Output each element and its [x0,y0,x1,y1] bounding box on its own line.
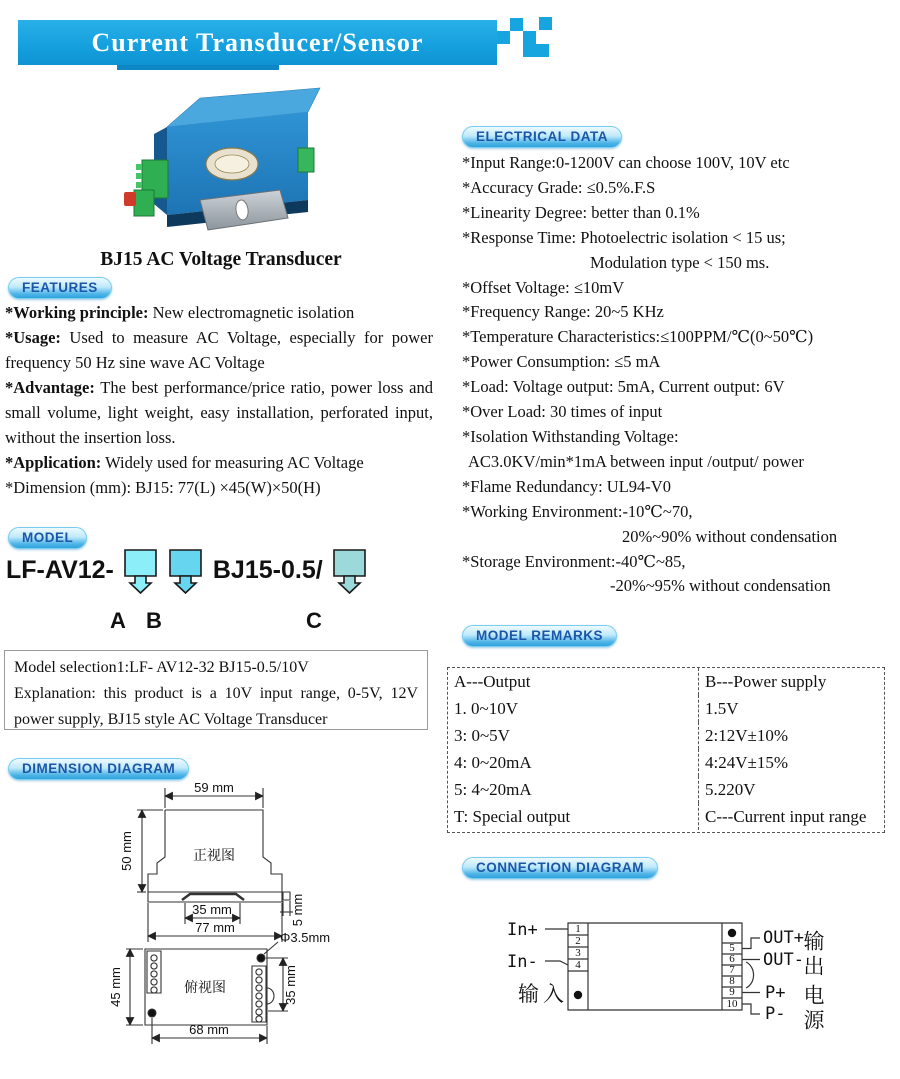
banner-title: Current Transducer/Sensor [91,27,424,57]
table-cell: 2:12V±10% [698,722,884,749]
pin-number: 10 [726,998,738,1010]
checker-square [539,17,552,30]
spec-line: *Over Load: 30 times of input [462,402,663,422]
dimension-diagram-badge: DIMENSION DIAGRAM [8,758,189,780]
spec-line: *Linearity Degree: better than 0.1% [462,202,700,222]
feature-item: *Dimension (mm): BJ15: 77(L) ×45(W)×50(H) [5,478,321,497]
option-box-c-icon [332,548,368,594]
checker-square [497,31,510,44]
pin-number: 7 [729,964,735,976]
table-cell: 1.5V [698,695,884,722]
model-selection-box [4,650,428,730]
table-cell: 3: 0~5V [454,726,510,745]
table-cell: B---Power supply [698,668,884,695]
table-cell: C---Current input range [698,803,884,830]
table-cell: 4:24V±15% [698,749,884,776]
checker-square [523,44,536,57]
in-minus-label: In- [507,952,538,972]
option-label-c: C [306,608,322,633]
pin-number: 6 [729,953,735,965]
transducer-box [124,88,320,230]
spec-line: *Offset Voltage: ≤10mV [462,277,625,297]
model-middle: BJ15-0.5/ [212,556,323,584]
in-plus-label: In+ [507,920,538,940]
spec-line: *Working Environment:-10℃~70, [462,501,693,521]
terminal-dot [728,929,736,937]
pin-number: 8 [729,975,735,987]
mounting-hole [257,954,265,962]
model-remarks-badge: MODEL REMARKS [462,625,617,647]
pin-number: 2 [575,935,581,947]
option-label-b: B [146,608,162,633]
front-view-drawing [137,788,293,942]
spec-line: *Storage Environment:-40℃~85, [462,551,686,571]
spec-line: 20%~90% without condensation [622,526,838,546]
option-box-b-icon [168,548,204,594]
features-list [5,300,433,500]
table-cell: 5.220V [698,776,884,803]
table-cell: 5: 4~20mA [454,780,532,799]
table-cell: T: Special output [454,807,571,826]
connection-diagram-badge: CONNECTION DIAGRAM [462,857,658,879]
spec-line: *Flame Redundancy: UL94-V0 [462,476,671,496]
product-photo [112,72,324,234]
red-terminal [124,192,136,206]
spec-line: *Temperature Characteristics:≤100PPM/℃(0~50℃) [462,327,814,347]
terminal-block-right [298,148,314,172]
model-selection-line: Model selection1:LF- AV12-32 BJ15-0.5/10V [14,659,309,676]
table-cell: 4: 0~20mA [454,753,532,772]
spec-line: *Response Time: Photoelectric isolation < 15 us; [462,227,786,247]
checker-square [523,31,536,44]
page-banner [18,20,497,65]
pin-number: 5 [729,942,735,954]
page-title: BJ15 AC Voltage Transducer [100,249,342,270]
model-remarks-table [447,667,885,833]
mounting-hole [148,1009,156,1017]
dim-50mm: 50 mm [119,831,134,871]
model-code-row [6,548,368,594]
dim-5mm: 5 mm [290,893,305,927]
dim-45mm: 45 mm [108,967,123,1007]
spec-line: *Accuracy Grade: ≤0.5%.F.S [462,177,656,197]
pin-number: 3 [575,947,581,959]
spec-line: *Load: Voltage output: 5mA, Current output: 6V [462,377,785,397]
option-box-a-icon [123,548,159,594]
spec-line: *Frequency Range: 20~5 KHz [462,302,664,322]
front-view-label: 正视图 [193,848,235,864]
feature-item: *Usage: Used to measure AC Voltage, especially for power frequency 50 Hz sine wave AC Voltage [5,328,433,372]
dim-59mm: 59 mm [194,782,234,795]
terminal-dot [574,991,582,999]
feature-item: *Working principle: New electromagnetic isolation [5,303,355,322]
pin-number: 9 [729,986,735,998]
checker-square [510,18,523,31]
dim-35mm-front: 35 mm [192,902,232,917]
electrical-data-list [462,151,898,599]
p-plus-label: P+ [765,983,786,1003]
out-minus-label: OUT- [763,950,804,970]
top-view-label: 俯视图 [184,980,226,996]
p-minus-label: P- [765,1004,786,1024]
option-label-a: A [110,608,126,633]
spec-line: Modulation type < 150 ms. [590,252,770,272]
table-cell: 1. 0~10V [454,699,518,718]
table-cell: A---Output [454,672,531,691]
power-cn-label: 电源 [801,984,825,1034]
pin-number: 1 [575,923,581,935]
electrical-data-badge: ELECTRICAL DATA [462,126,622,148]
dimension-diagram [40,782,370,1052]
spec-line: -20%~95% without condensation [610,576,831,596]
feature-item: *Advantage: The best performance/price ratio, power loss and small volume, light weight, easy installation, perforated input, without the insertion loss. [5,378,433,447]
feature-item: *Application: Widely used for measuring AC Voltage [5,453,364,472]
banner-shadow-bar [117,65,279,70]
input-cn-label: 输入 [518,982,568,1006]
model-badge: MODEL [8,527,87,549]
model-prefix: LF-AV12- [6,556,114,584]
spec-line: *Power Consumption: ≤5 mA [462,352,661,372]
hole-diameter-label: Φ3.5mm [280,930,331,945]
output-cn-label: 输出 [801,930,825,980]
spec-line: *Isolation Withstanding Voltage: [462,426,679,446]
pin-number: 4 [575,959,581,971]
spec-line: *Input Range:0-1200V can choose 100V, 10V etc [462,153,790,172]
spec-line: AC3.0KV/min*1mA between input /output/ power [468,451,804,471]
checker-square [536,44,549,57]
model-explanation: Explanation: this product is a 10V input range, 0-5V, 12V power supply, BJ15 style AC Voltage Transducer [14,685,418,728]
features-badge: FEATURES [8,277,112,299]
dim-77mm: 77 mm [195,920,235,935]
dim-35mm-side: 35 mm [283,965,298,1005]
out-plus-label: OUT+ [763,928,804,948]
dim-68mm: 68 mm [189,1022,229,1037]
